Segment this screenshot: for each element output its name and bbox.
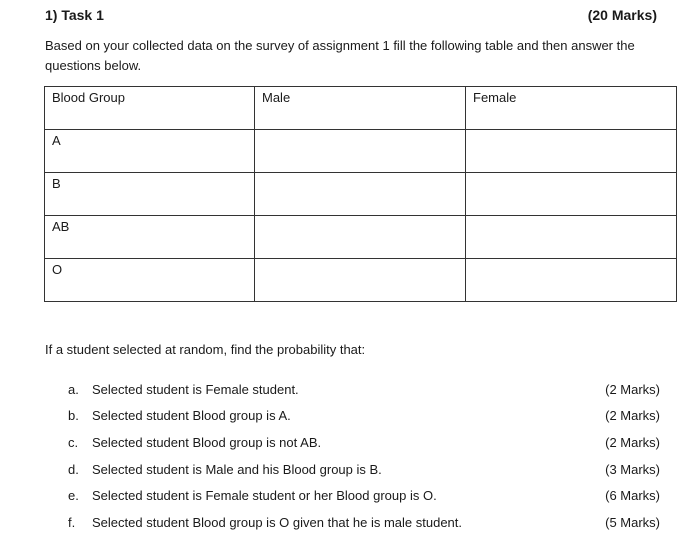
cell-female[interactable] <box>466 130 677 173</box>
question-item <box>68 482 660 509</box>
question-letter: e. <box>68 488 79 504</box>
question-item <box>68 376 660 403</box>
cell-female[interactable] <box>466 216 677 259</box>
question-item <box>68 403 660 430</box>
cell-female[interactable] <box>466 173 677 216</box>
question-text: Selected student is Female student. <box>92 381 299 397</box>
question-marks: (2 Marks) <box>605 381 660 397</box>
questions-lead: If a student selected at random, find the probability that: <box>45 342 366 357</box>
question-marks: (2 Marks) <box>605 434 660 450</box>
question-item <box>68 509 660 536</box>
question-item <box>68 429 660 456</box>
table-row <box>45 173 677 216</box>
question-text: Selected student is Female student or her Blood group is O. <box>92 488 437 504</box>
question-marks: (3 Marks) <box>605 461 660 477</box>
task-title: 1) Task 1 <box>45 7 104 23</box>
question-letter: c. <box>68 434 79 450</box>
cell-male[interactable] <box>255 216 466 259</box>
table-row <box>45 130 677 173</box>
header-female: Female <box>466 87 677 130</box>
table-row <box>45 259 677 302</box>
table-header-row <box>45 87 677 130</box>
task-marks: (20 Marks) <box>587 7 657 23</box>
cell-blood-group: AB <box>45 216 255 259</box>
question-letter: a. <box>68 381 79 397</box>
intro-paragraph: Based on your collected data on the survey of assignment 1 fill the following table and then answer the questions below. <box>45 38 635 73</box>
header-blood-group: Blood Group <box>45 87 255 130</box>
question-text: Selected student Blood group is O given that he is male student. <box>92 514 463 530</box>
question-text: Selected student Blood group is A. <box>92 408 291 424</box>
question-marks: (5 Marks) <box>605 514 660 530</box>
question-letter: f. <box>68 514 76 530</box>
cell-blood-group: A <box>45 130 255 173</box>
cell-male[interactable] <box>255 173 466 216</box>
question-letter: b. <box>68 408 79 424</box>
cell-blood-group: O <box>45 259 255 302</box>
question-marks: (6 Marks) <box>605 488 660 504</box>
task-header <box>45 7 657 23</box>
question-text: Selected student Blood group is not AB. <box>92 434 322 450</box>
question-marks: (2 Marks) <box>605 408 660 424</box>
cell-blood-group: B <box>45 173 255 216</box>
cell-male[interactable] <box>255 259 466 302</box>
cell-female[interactable] <box>466 259 677 302</box>
header-male: Male <box>255 87 466 130</box>
question-item <box>68 456 660 483</box>
blood-group-table <box>44 86 677 302</box>
question-text: Selected student is Male and his Blood group is B. <box>92 461 382 477</box>
question-letter: d. <box>68 461 79 477</box>
table-row <box>45 216 677 259</box>
cell-male[interactable] <box>255 130 466 173</box>
question-list <box>68 376 660 536</box>
